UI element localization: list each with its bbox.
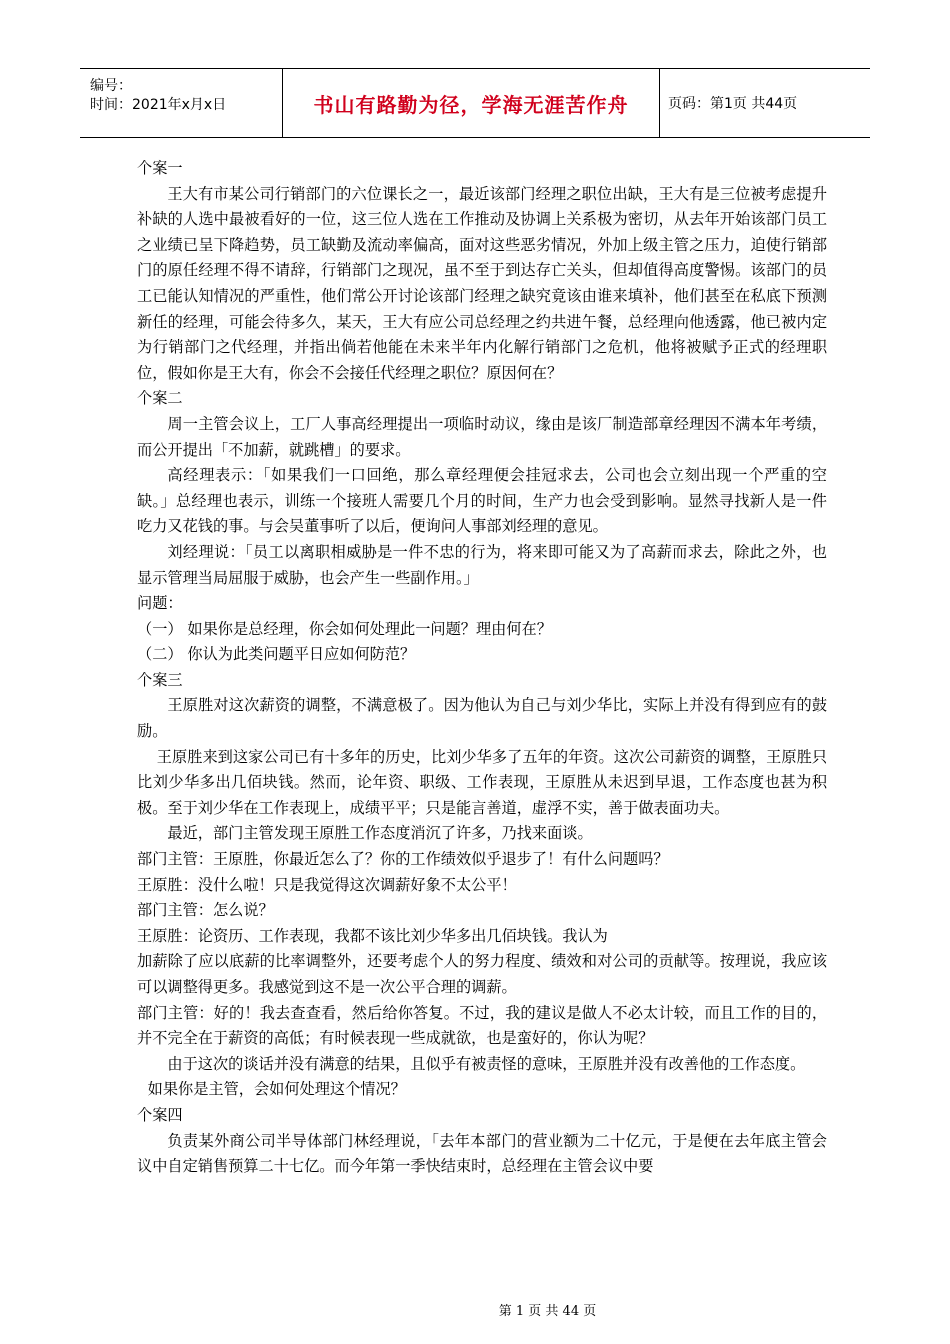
paragraph: 周一主管会议上，工厂人事高经理提出一项临时动议，缘由是该厂制造部章经理因不满本年考绩，而公开提出「不加薪，就跳槽」的要求。	[137, 414, 827, 459]
paragraph: 如果你是主管，会如何处理这个情况？	[147, 1080, 406, 1099]
paragraph: 个案二	[137, 389, 183, 408]
paragraph: 部门主管：王原胜，你最近怎么了？你的工作绩效似乎退步了！有什么问题吗？	[137, 850, 669, 869]
header-motto: 书山有路勤为径，学海无涯苦作舟	[313, 92, 629, 117]
paragraph: 部门主管：好的！我去查查看，然后给你答复。不过，我的建议是做人不必太计较，而且工作的目的，并不完全在于薪资的高低；有时候表现一些成就欲，也是蛮好的，你认为呢？	[137, 1003, 827, 1048]
paragraph: 王原胜对这次薪资的调整，不满意极了。因为他认为自己与刘少华比，实际上并没有得到应有的鼓励。	[137, 696, 827, 741]
paragraph: 负责某外商公司半导体部门林经理说，「去年本部门的营业额为二十亿元，于是便在去年底主管会议中自定销售预算二十七亿。而今年第一季快结束时，总经理在主管会议中要	[137, 1131, 827, 1176]
paragraph: 问题：	[137, 594, 183, 613]
paragraph: （一） 如果你是总经理，你会如何处理此一问题？理由何在？	[137, 619, 552, 638]
document-body	[137, 156, 827, 1180]
document-number-label: 编号：	[90, 78, 132, 94]
paragraph: 王大有市某公司行销部门的六位课长之一，最近该部门经理之职位出缺，王大有是三位被考虑提升补缺的人选中最被看好的一位，这三位人选在工作推动及协调上关系极为密切，从去年开始该部门员工之业绩已呈下降趋势，员工缺勤及流动率偏高，面对这些恶劣情况，外加上级主管之压力，迫使行销部门的原任经理不得不请辞，行销部门之现况，虽不至于到达存亡关头，但却值得高度警惕。该部门的员工已能认知情况的严重性，他们常公开讨论该部门经理之缺究竟该由谁来填补，他们甚至在私底下预测新任的经理，可能会待多久，某天，王大有应公司总经理之约共进午餐，总经理向他透露，他已被内定为行销部门之代经理，并指出倘若他能在未来半年内化解行销部门之危机，他将被赋予正式的经理职位，假如你是王大有，你会不会接任代经理之职位？原因何在？	[137, 184, 827, 382]
paragraph: 王原胜：没什么啦！只是我觉得这次调薪好象不太公平！	[137, 875, 517, 894]
document-date-label: 时间：2021年x月x日	[90, 97, 227, 113]
paragraph: 个案三	[137, 670, 183, 689]
header-table	[80, 68, 870, 138]
paragraph: （二） 你认为此类问题平日应如何防范？	[137, 645, 416, 664]
header-page-counter: 页码：第1页 共44页	[668, 96, 798, 112]
paragraph: 由于这次的谈话并没有满意的结果，且似乎有被责怪的意味，王原胜并没有改善他的工作态度。	[167, 1054, 806, 1073]
paragraph: 刘经理说：「员工以离职相威胁是一件不忠的行为，将来即可能又为了高薪而求去，除此之外，也显示管理当局屈服于威胁，也会产生一些副作用。」	[137, 542, 827, 587]
paragraph: 高经理表示：「如果我们一口回绝，那么章经理便会挂冠求去，公司也会立刻出现一个严重的空缺。」总经理也表示，训练一个接班人需要几个月的时间，生产力也会受到影响。显然寻找新人是一件吃力又花钱的事。与会吴董事听了以后，便询问人事部刘经理的意见。	[137, 466, 827, 536]
header-middle-cell	[283, 69, 660, 137]
paragraph: 加薪除了应以底薪的比率调整外，还要考虑个人的努力程度、绩效和对公司的贡献等。按理说，我应该可以调整得更多。我感觉到这不是一次公平合理的调薪。	[137, 952, 827, 996]
paragraph: 个案一	[137, 159, 183, 177]
header-left-cell	[80, 69, 283, 137]
paragraph: 王原胜：论资历、工作表现，我都不该比刘少华多出几佰块钱。我认为	[137, 926, 608, 945]
paragraph: 个案四	[137, 1105, 183, 1124]
paragraph: 王原胜来到这家公司已有十多年的历史，比刘少华多了五年的年资。这次公司薪资的调整，王原胜只比刘少华多出几佰块钱。然而，论年资、职级、工作表现，王原胜从未迟到早退，工作态度也甚为积极。至于刘少华在工作表现上，成绩平平；只是能言善道，虚浮不实，善于做表面功夫。	[137, 747, 827, 817]
page-footer: 第 1 页 共 44 页	[498, 1304, 597, 1319]
paragraph: 部门主管：怎么说？	[137, 901, 274, 920]
paragraph: 最近，部门主管发现王原胜工作态度消沉了许多，乃找来面谈。	[167, 824, 593, 843]
